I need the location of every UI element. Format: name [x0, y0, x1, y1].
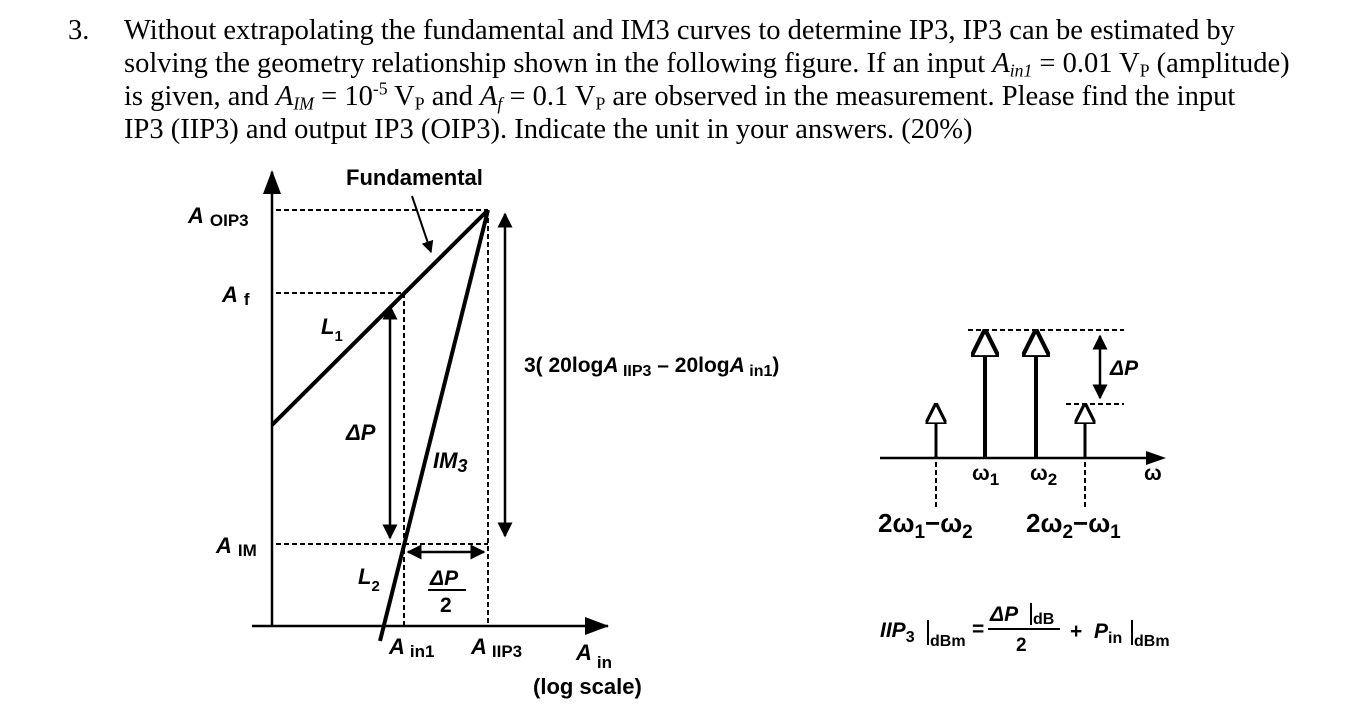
formula-iip3: $IIP_3$ [880, 619, 915, 646]
formula-plus: + [1070, 620, 1083, 643]
delta-p-label: ΔP [346, 420, 376, 445]
formula-dbm-2: dBm [1134, 633, 1170, 650]
im-left-label: $2\omega_1-\omega_2$ [878, 508, 973, 543]
x-aiip3-label: A IIP3 [471, 634, 523, 661]
question-line-1: Without extrapolating the fundamental and IM3 curves to determine IP3, IP3 can be estimated by [124, 15, 1235, 46]
omega-1-label: $\omega_1$ [972, 462, 1000, 489]
x-ain1-label: A in1 [389, 634, 435, 661]
l1-label: $L_1$ [321, 314, 343, 345]
x-ain-label: A $_{in}$ [576, 640, 612, 672]
formula-num-unit: dB [1033, 611, 1055, 628]
span-label: 3( 20logA IIP3 – 20logA in1) [524, 354, 780, 380]
a-im-label: A IM [216, 533, 257, 560]
x-log-scale-label: (log scale) [533, 674, 642, 699]
iip3-formula [880, 603, 1170, 656]
formula-dbm-1: dBm [930, 633, 966, 650]
spectrum-plot [878, 330, 1170, 656]
fundamental-label: Fundamental [346, 165, 483, 190]
formula-pin: $P_{in}$ [1094, 620, 1123, 647]
im3-label: IM3 [433, 448, 468, 476]
fundamental-line [272, 210, 488, 425]
question-line-4: IP3 (IIP3) and output IP3 (OIP3). Indicate the unit in your answers. (20%) [124, 114, 973, 145]
a-f-label: A f [222, 282, 250, 309]
ip3-plot [187, 165, 779, 699]
omega-2-label: $\omega_2$ [1030, 462, 1058, 489]
question-line-3: is given, and $A_{IM} = 10^{-5}$ $V_P$ and $A_f = 0.1$ $V_P$ are observed in the measurement. Please find the input [124, 78, 1236, 114]
question-line-2: solving the geometry relationship shown in the following figure. If an input $A_{in1} = 0.01$ $V_P$ (amplitude) [124, 48, 1290, 81]
l2-label: $L_2$ [358, 564, 380, 595]
formula-equals: = [972, 618, 985, 641]
y-axis-arrow [263, 170, 281, 194]
spectrum-delta-p-label: ΔP [1110, 357, 1139, 380]
half-delta-p-den: 2 [440, 594, 452, 617]
fundamental-pointer [412, 196, 431, 252]
formula-denominator: 2 [1016, 635, 1027, 656]
half-delta-p-num: ΔP [430, 567, 459, 590]
x-axis-arrow [585, 617, 609, 635]
omega-axis-label: ω [1144, 462, 1162, 485]
a-oip3-label: A OIP3 [188, 203, 249, 230]
im-right-label: $2\omega_2-\omega_1$ [1026, 508, 1121, 543]
question-number: 3. [68, 15, 90, 46]
formula-numerator: ΔP [990, 603, 1019, 626]
